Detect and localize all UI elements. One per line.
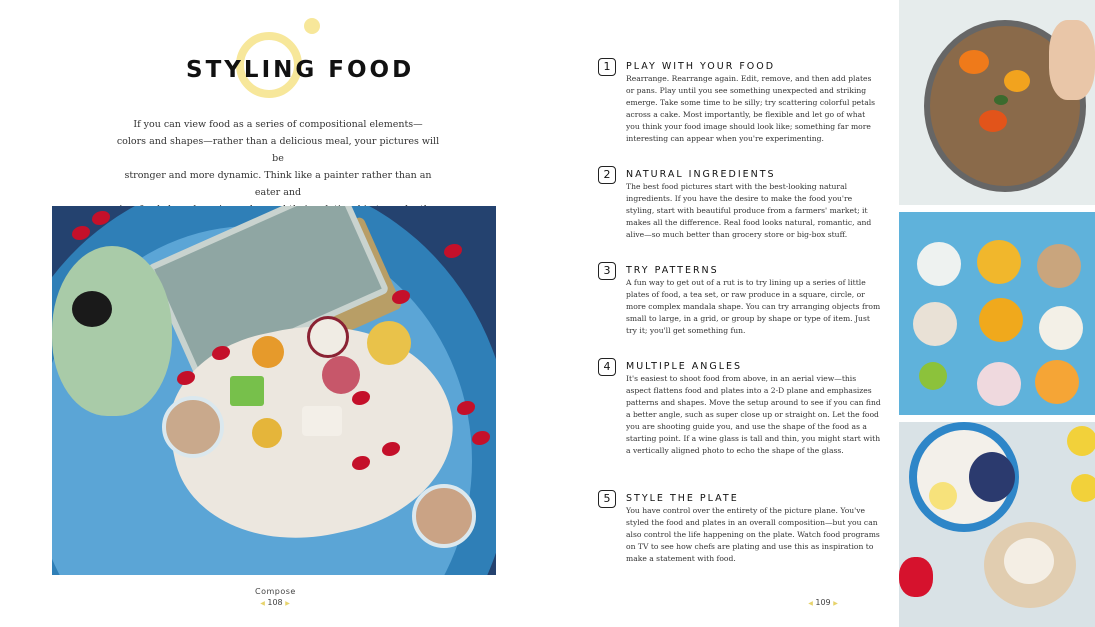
lemon: [1067, 426, 1095, 456]
tip-body: You have control over the entirety of the picture plane. You've styled the food and plates in an overall composition—but you can also control the life happening on the plate. Watch food programs on TV to see how chefs are plating and use this as inspiration to make a statement with food.: [626, 506, 880, 563]
sweet: [252, 336, 284, 368]
sweet: [252, 418, 282, 448]
tip-number-badge: 3: [598, 262, 616, 280]
intro-line: If you can view food as a series of compositional elements—: [133, 119, 423, 130]
tip-number-badge: 1: [598, 58, 616, 76]
page-number: 109: [815, 598, 831, 607]
arrow-left-icon: ◀: [260, 600, 265, 607]
ice-cream: [1004, 538, 1054, 584]
sweet: [302, 406, 342, 436]
plate: [919, 362, 947, 390]
petal-cluster: [979, 110, 1007, 132]
plate: [977, 240, 1021, 284]
page-number-line: [255, 598, 295, 607]
tip-title: STYLE THE PLATE: [626, 493, 739, 504]
heart-sunglasses: [899, 557, 933, 597]
tea-cup: [412, 484, 476, 548]
tea-cup: [162, 396, 224, 458]
intro-paragraph: [112, 116, 444, 218]
arrow-right-icon: ▶: [285, 600, 290, 607]
plate: [979, 298, 1023, 342]
petal-cluster: [1004, 70, 1030, 92]
tip-number-badge: 4: [598, 358, 616, 376]
left-folio: [255, 587, 295, 607]
cake-photo: [899, 0, 1095, 205]
plate: [1035, 360, 1079, 404]
tip-body: Rearrange. Rearrange again. Edit, remove, and then add plates or pans. Play until you see something unexpected and striking emerge. Take some time to be silly; try scattering colorful petals across a cake. Most importantly, be flexible and let go of what you think your food image should look like; something far more interesting can appear when you're experimenting.: [626, 74, 876, 143]
tip-body: A fun way to get out of a rut is to try lining up a series of little plates of food, a tea set, or raw produce in a square, circle, or more complex mandala shape. You can try arranging objects from small to large, in a grid, or group by shape or type of item. Just try it; you'll get something fun.: [626, 278, 881, 335]
section-label: Compose: [255, 587, 296, 596]
tip-title: NATURAL INGREDIENTS: [626, 169, 776, 180]
plate: [1039, 306, 1083, 350]
title-block: [170, 22, 415, 112]
plate: [977, 362, 1021, 406]
arrow-right-icon: ▶: [833, 600, 838, 607]
patterns-photo: [899, 212, 1095, 415]
tip-number-badge: 5: [598, 490, 616, 508]
page-title: STYLING FOOD: [186, 57, 415, 83]
tip-title: PLAY WITH YOUR FOOD: [626, 61, 776, 72]
hand: [1049, 20, 1095, 100]
tip-body: It's easiest to shoot food from above, in an aerial view—this aspect flattens food and plates into a 2-D plane and emphasizes patterns and shapes. Move the setup around to see if you can find a better angle, such as super close up or straight on. Let the food you are shooting guide you, and use the shape of the food as a starting point. If a wine glass is tall and thin, you might start with a vertically aligned photo to echo the shape of the glass.: [626, 374, 881, 455]
intro-line: colors and shapes—rather than a delicious meal, your pictures will be: [116, 136, 440, 164]
leaf: [994, 95, 1008, 105]
intro-line: stronger and more dynamic. Think like a painter rather than an eater and: [124, 170, 432, 198]
plate: [913, 302, 957, 346]
plate: [1037, 244, 1081, 288]
lemon: [1071, 474, 1095, 502]
sweet: [367, 321, 411, 365]
tip-body: The best food pictures start with the best-looking natural ingredients. If you have the desire to make the food you're styling, start with beautiful produce from a farmers' market; it makes all the difference. Real food looks natural, romantic, and alive—so much better than grocery store or big-box stuff.: [626, 182, 872, 239]
plate: [917, 242, 961, 286]
sweet: [230, 376, 264, 406]
tip-number-badge: 2: [598, 166, 616, 184]
decorative-dot-icon: [304, 18, 320, 34]
arrow-left-icon: ◀: [808, 600, 813, 607]
sweet: [322, 356, 360, 394]
rose-petal: [444, 244, 462, 258]
lemon-slice: [929, 482, 957, 510]
blueberries: [969, 452, 1015, 502]
tip-title: MULTIPLE ANGLES: [626, 361, 743, 372]
fruit-plate-photo: [899, 422, 1095, 627]
tea-tray-photo: [52, 206, 496, 575]
sweet: [307, 316, 349, 358]
petal-cluster: [959, 50, 989, 74]
right-folio: [805, 598, 841, 607]
page-number: 108: [267, 598, 283, 607]
teapot: [52, 246, 172, 416]
tip-title: TRY PATTERNS: [626, 265, 719, 276]
teapot-lid: [72, 291, 112, 327]
